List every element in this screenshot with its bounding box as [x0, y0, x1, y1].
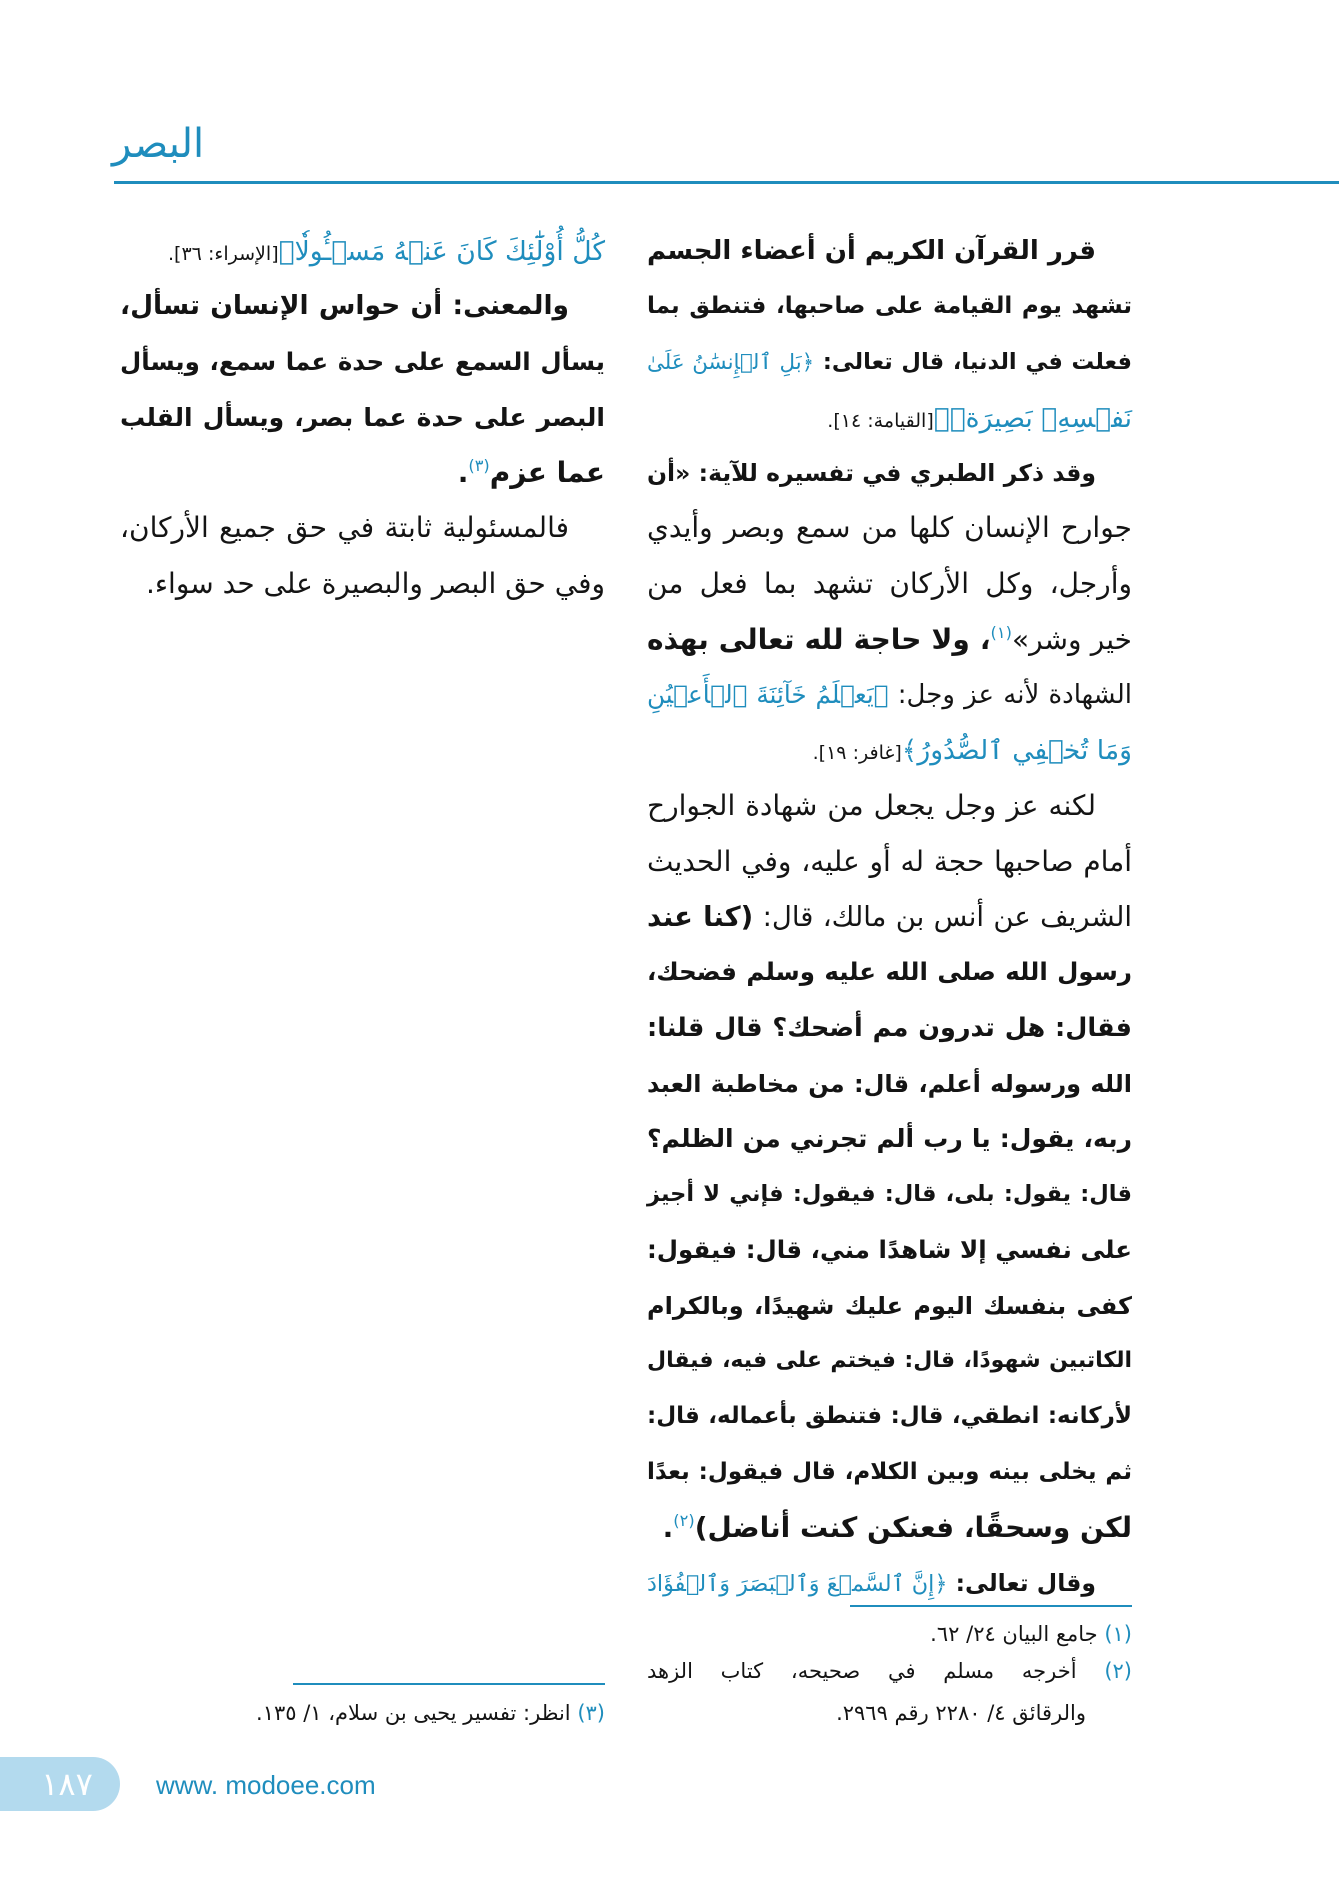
body-text: لكنه عز وجل يجعل من شهادة الجوارح: [647, 789, 1096, 822]
quran-verse: وَمَا تُخۡفِي ٱلصُّدُورُ﴾: [901, 735, 1132, 766]
body-text: والمعنى: أن حواس الإنسان تسأل،: [120, 290, 569, 321]
body-text: فعلت في الدنيا، قال تعالى:: [814, 349, 1132, 375]
footnote-number: (٣): [577, 1701, 605, 1725]
right-column: [647, 0, 1132, 1890]
footnote-text: جامع البيان ٢٤/ ٦٢.: [930, 1622, 1105, 1646]
paragraph-line: [647, 1333, 1132, 1389]
body-text: خير وشر»: [1011, 623, 1132, 656]
footnote-number: (٢): [1104, 1659, 1132, 1683]
footnote-text: أخرجه مسلم في صحيحه، كتاب الزهد: [647, 1659, 1105, 1683]
body-text: وقال تعالى:: [947, 1569, 1097, 1597]
paragraph-line: [647, 1000, 1132, 1056]
paragraph-line: [120, 556, 605, 612]
paragraph-line: [647, 1111, 1132, 1167]
page-number: ١٨٧: [41, 1765, 93, 1803]
hadith-text: (كنا عند: [647, 901, 754, 933]
hadith-text: الكاتبين شهودًا، قال: فيختم على فيه، فيقال: [647, 1348, 1132, 1373]
hadith-text: الله ورسوله أعلم، قال: من مخاطبة العبد: [647, 1070, 1132, 1098]
body-text: يسأل السمع على حدة عما سمع، ويسأل: [120, 347, 605, 376]
body-text: .: [662, 1511, 674, 1544]
footnote-line: [647, 1615, 1132, 1653]
quran-verse: نَفۡسِهِۦ بَصِيرَةٞ﴾: [933, 403, 1132, 434]
paragraph-line: [647, 1500, 1132, 1560]
paragraph-line: [647, 612, 1132, 672]
quran-verse: ﴿يَعۡلَمُ خَآئِنَةَ ٱلۡأَعۡيُنِ: [647, 680, 889, 709]
body-text: البصر على حدة عما بصر، ويسأل القلب: [120, 403, 605, 432]
hadith-text: فقال: هل تدرون مم أضحك؟ قال قلنا:: [647, 1013, 1132, 1043]
hadith-text: رسول الله صلى الله عليه وسلم فضحك،: [647, 957, 1132, 986]
paragraph-line: [647, 778, 1132, 834]
quran-verse: ﴿بَلِ ٱلۡإِنسَٰنُ عَلَىٰ: [647, 350, 815, 375]
body-text: تشهد يوم القيامة على صاحبها، فتنطق بما: [647, 293, 1132, 319]
footnote-line: [120, 1694, 605, 1732]
website-url: www. modoee.com: [156, 1770, 376, 1800]
footnote-divider: [293, 1683, 605, 1685]
footnote-divider: [850, 1605, 1132, 1607]
paragraph-line: [647, 556, 1132, 612]
paragraph-line: [120, 334, 605, 390]
footnote-text: انظر: تفسير يحيى بن سلام، ١/ ١٣٥.: [256, 1701, 578, 1725]
hadith-text: ثم يخلى بينه وبين الكلام، قال فيقول: بعدًا: [647, 1459, 1132, 1485]
left-column: [120, 0, 605, 1890]
paragraph-line: [647, 278, 1132, 334]
body-text: .: [457, 456, 469, 489]
footnote-number: (١): [1104, 1622, 1132, 1646]
hadith-text: كفى بنفسك اليوم عليك شهيدًا، وبالكرام: [647, 1292, 1132, 1320]
paragraph-line: [647, 445, 1132, 501]
body-text: الشهادة لأنه عز وجل:: [888, 680, 1132, 710]
hadith-text: لأركانه: انطقي، قال: فتنطق بأعماله، قال:: [647, 1403, 1132, 1429]
paragraph-line: [120, 445, 605, 505]
body-text: قرر القرآن الكريم أن أعضاء الجسم: [647, 236, 1096, 266]
hadith-text: قال: يقول: بلى، قال: فيقول: فإني لا أجيز: [647, 1181, 1132, 1207]
quran-verse: ﴿إِنَّ ٱلسَّمۡعَ وَٱلۡبَصَرَ وَٱلۡفُؤَادَ: [647, 1571, 948, 1597]
paragraph-line: [647, 1056, 1132, 1112]
body-text: جوارح الإنسان كلها من سمع وبصر وأيدي: [647, 511, 1132, 544]
paragraph-line: [120, 500, 605, 556]
paragraph-line: [120, 278, 605, 334]
verse-citation: [الإسراء: ٣٦].: [167, 243, 279, 265]
page-number-badge: [0, 1757, 120, 1811]
chapter-title: البصر: [112, 121, 205, 167]
body-text: أمام صاحبها حجة له أو عليه، وفي الحديث: [647, 845, 1132, 878]
body-text: وقد ذكر الطبري في تفسيره للآية: «أن: [647, 459, 1096, 487]
paragraph-line: [647, 500, 1132, 556]
paragraph-line: [647, 223, 1132, 279]
body-text: الشريف عن أنس بن مالك، قال:: [753, 901, 1132, 933]
paragraph-line: [647, 722, 1132, 781]
hadith-text: ربه، يقول: يا رب ألم تجرني من الظلم؟: [647, 1124, 1132, 1153]
paragraph-line: [647, 889, 1132, 945]
paragraph-line: [647, 334, 1132, 391]
footnote-ref: (٢): [673, 1510, 695, 1530]
quran-verse: كُلُّ أُوْلَٰٓئِكَ كَانَ عَنۡهُ مَسۡـُٔولٗا﴾: [278, 236, 605, 267]
body-text: وفي حق البصر والبصيرة على حد سواء.: [145, 567, 605, 600]
hadith-text: على نفسي إلا شاهدًا مني، قال: فيقول:: [647, 1235, 1132, 1264]
paragraph-line: [120, 223, 605, 282]
verse-citation: [القيامة: ١٤].: [827, 410, 934, 432]
body-text: ، ولا حاجة لله تعالى بهذه: [647, 623, 991, 656]
footnote-text: والرقائق ٤/ ٢٢٨٠ رقم ٢٩٦٩.: [836, 1701, 1086, 1725]
body-text: فالمسئولية ثابتة في حق جميع الأركان،: [120, 511, 569, 544]
paragraph-line: [120, 390, 605, 446]
paragraph-line: [647, 1278, 1132, 1334]
hadith-text: لكن وسحقًا، فعنكن كنت أناضل): [694, 1511, 1132, 1544]
paragraph-line: [647, 834, 1132, 890]
paragraph-line: [647, 1444, 1132, 1500]
paragraph-line: [647, 944, 1132, 1000]
body-text: عما عزم: [489, 456, 605, 489]
verse-citation: [غافر: ١٩].: [812, 742, 902, 764]
paragraph-line: [647, 667, 1132, 723]
footnote-ref: (٣): [468, 455, 490, 475]
paragraph-line: [647, 1166, 1132, 1222]
footnote-line: [647, 1652, 1132, 1690]
body-text: وأرجل، وكل الأركان تشهد بما فعل من: [647, 567, 1132, 600]
paragraph-line: [647, 1222, 1132, 1278]
paragraph-line: [647, 1388, 1132, 1444]
footnote-ref: (١): [990, 622, 1012, 642]
paragraph-line: [647, 390, 1132, 449]
footnote-line: [647, 1694, 1132, 1732]
paragraph-line: [647, 1555, 1132, 1612]
